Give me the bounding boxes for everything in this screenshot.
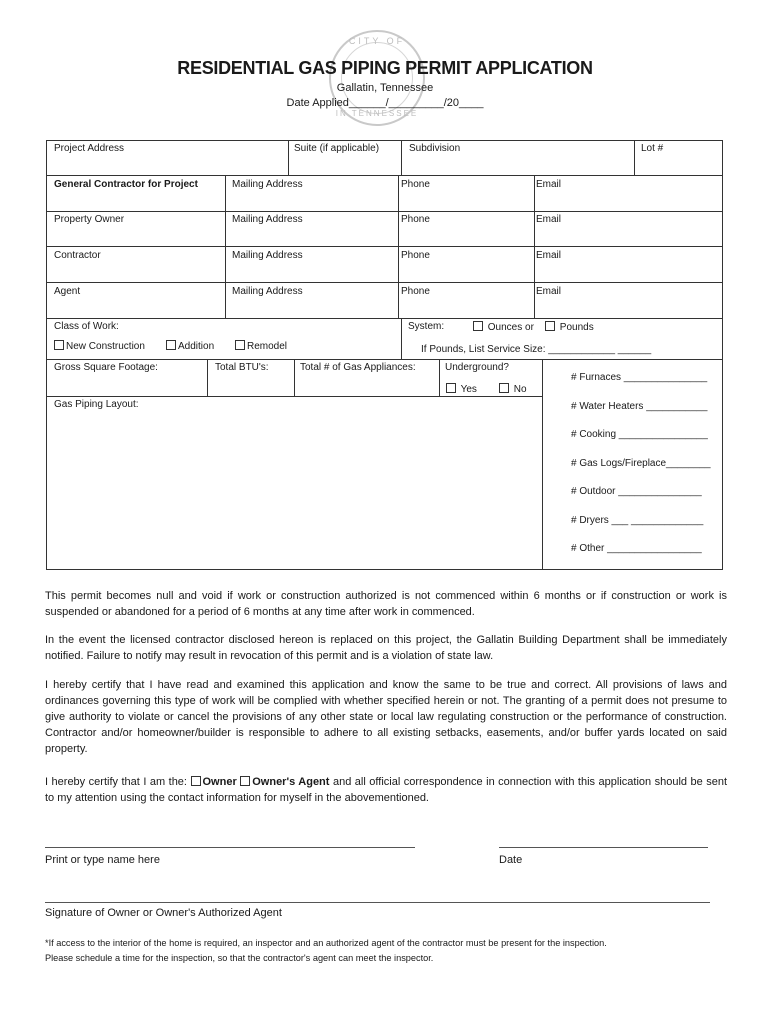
certify-suffix: and all official correspondence in connection with this application should be sent to my attention using the contact information for myself in the abovementioned. <box>45 776 728 804</box>
mailing-address-label[interactable]: Mailing Address <box>232 250 303 261</box>
signature-label: Signature of Owner or Owner's Authorized Agent <box>45 907 282 919</box>
table-border-left <box>46 140 47 570</box>
email-label[interactable]: Email <box>536 286 562 297</box>
class-of-work-label: Class of Work: <box>54 321 119 332</box>
phone-label[interactable]: Phone <box>401 214 430 225</box>
appliance-cooking-field[interactable]: # Cooking ________________ <box>571 429 708 440</box>
owners-agent-label: Owner's Agent <box>252 776 330 788</box>
row-divider <box>46 318 723 319</box>
addition-checkbox[interactable] <box>166 340 214 352</box>
remodel-checkbox[interactable] <box>235 340 287 352</box>
col-divider <box>439 359 440 397</box>
phone-label[interactable]: Phone <box>401 250 430 261</box>
mailing-address-label[interactable]: Mailing Address <box>232 286 303 297</box>
owners-agent-checkbox[interactable] <box>240 776 250 786</box>
project-address-label[interactable]: Project Address <box>54 143 125 154</box>
gross-square-footage-label[interactable]: Gross Square Footage: <box>54 362 158 373</box>
col-divider <box>294 359 295 397</box>
checkbox-icon[interactable] <box>545 321 555 331</box>
agent-label[interactable]: Agent <box>54 286 81 297</box>
print-name-label: Print or type name here <box>45 854 160 866</box>
row-divider <box>46 246 723 247</box>
checkbox-icon[interactable] <box>499 383 509 393</box>
owner-certify-paragraph <box>45 774 727 806</box>
date-line[interactable] <box>499 847 708 848</box>
col-divider <box>225 175 226 319</box>
row-divider <box>46 282 723 283</box>
checkbox-icon[interactable] <box>166 340 176 350</box>
addition-label: Addition <box>178 341 215 352</box>
yes-label: Yes <box>460 384 477 395</box>
underground-no-checkbox[interactable] <box>499 383 527 395</box>
certification-paragraph: I hereby certify that I have read and examined this application and know the same to be true and correct. All provisions of laws and ordinances governing this type of work will be complied with whether specified herein or not. The granting of a permit does not presume to give authority to violate or cancel the provisions of any other state or local law regulating construction or the performance of construction. Contractor and/or homeowner/builder is responsible to adhere to all existing setbacks, easements, and/or buffer yards located on said property. <box>45 679 727 755</box>
table-border-top <box>46 140 723 141</box>
email-label[interactable]: Email <box>536 179 562 190</box>
col-divider <box>207 359 208 397</box>
contractor-label[interactable]: Contractor <box>54 250 101 261</box>
col-divider <box>401 318 402 360</box>
seal-top-text: CITY OF <box>348 36 406 46</box>
gas-piping-layout-area[interactable] <box>54 414 534 564</box>
pounds-checkbox[interactable] <box>545 321 594 333</box>
checkbox-icon[interactable] <box>446 383 456 393</box>
gas-piping-layout-label: Gas Piping Layout: <box>54 399 139 410</box>
checkbox-icon[interactable] <box>54 340 64 350</box>
owner-checkbox[interactable] <box>191 776 201 786</box>
col-divider <box>534 175 535 319</box>
table-border-bottom <box>46 569 723 570</box>
void-notice-paragraph: This permit becomes null and void if work or construction authorized is not commenced within 6 months or if construction or work is suspended or abandoned for a period of 6 months at any time after work in commenced. <box>45 590 727 618</box>
phone-label[interactable]: Phone <box>401 286 430 297</box>
subdivision-label[interactable]: Subdivision <box>409 143 461 154</box>
lot-label[interactable]: Lot # <box>641 143 664 154</box>
suite-label[interactable]: Suite (if applicable) <box>294 143 380 154</box>
row-divider <box>46 175 723 176</box>
footnote-schedule: Please schedule a time for the inspection, so that the contractor's agent can meet the inspector. <box>45 953 434 963</box>
checkbox-icon[interactable] <box>235 340 245 350</box>
contractor-replacement-paragraph: In the event the licensed contractor disclosed hereon is replaced on this project, the Gallatin Building Department shall be immediately notified. Failure to notify may result in revocation of this permit and is a violation of state law. <box>45 634 727 662</box>
new-construction-checkbox[interactable] <box>54 340 145 352</box>
system-label: System: <box>408 321 445 332</box>
appliance-furnaces-field[interactable]: # Furnaces _______________ <box>571 372 708 383</box>
checkbox-icon[interactable] <box>473 321 483 331</box>
new-construction-label: New Construction <box>66 341 145 352</box>
mailing-address-label[interactable]: Mailing Address <box>232 214 303 225</box>
email-label[interactable]: Email <box>536 214 562 225</box>
remodel-label: Remodel <box>247 341 288 352</box>
footnote-access: *If access to the interior of the home is required, an inspector and an authorized agent of the contractor must be present for the inspection. <box>45 938 607 948</box>
owner-label: Owner <box>202 776 237 788</box>
ounces-label: Ounces or <box>487 322 534 333</box>
property-owner-label[interactable]: Property Owner <box>54 214 125 225</box>
location-subtitle: Gallatin, Tennessee <box>336 82 434 94</box>
row-divider <box>46 211 723 212</box>
appliance-outdoor-field[interactable]: # Outdoor _______________ <box>571 486 702 497</box>
service-size-field[interactable]: If Pounds, List Service Size: ____________ ______ <box>421 344 652 355</box>
date-applied-field[interactable]: Date Applied______/_________/20____ <box>286 97 484 109</box>
phone-label[interactable]: Phone <box>401 179 430 190</box>
pounds-label: Pounds <box>559 322 594 333</box>
print-name-line[interactable] <box>45 847 415 848</box>
col-divider <box>542 359 543 570</box>
appliance-water-heaters-field[interactable]: # Water Heaters ___________ <box>571 401 708 412</box>
signature-line[interactable] <box>45 902 710 903</box>
total-btu-label[interactable]: Total BTU's: <box>215 362 269 373</box>
total-appliances-label[interactable]: Total # of Gas Appliances: <box>300 362 416 373</box>
page-title: RESIDENTIAL GAS PIPING PERMIT APPLICATION <box>177 58 593 78</box>
email-label[interactable]: Email <box>536 250 562 261</box>
underground-label: Underground? <box>445 362 509 373</box>
col-divider <box>634 140 635 176</box>
col-divider <box>288 140 289 176</box>
table-border-right <box>722 140 723 570</box>
col-divider <box>398 175 399 319</box>
row-divider <box>46 359 723 360</box>
appliance-gas-logs-field[interactable]: # Gas Logs/Fireplace________ <box>571 458 711 469</box>
no-label: No <box>513 384 527 395</box>
col-divider <box>401 140 402 176</box>
ounces-checkbox[interactable] <box>473 321 534 333</box>
seal-bottom-text: IN TENNESSEE <box>335 109 419 118</box>
appliance-other-field[interactable]: # Other _________________ <box>571 543 702 554</box>
mailing-address-label[interactable]: Mailing Address <box>232 179 303 190</box>
general-contractor-label[interactable]: General Contractor for Project <box>54 179 198 190</box>
certify-prefix: I hereby certify that I am the: <box>45 776 187 788</box>
appliance-dryers-field[interactable]: # Dryers ___ _____________ <box>571 515 704 526</box>
date-label: Date <box>499 854 523 866</box>
underground-yes-checkbox[interactable] <box>446 383 477 395</box>
